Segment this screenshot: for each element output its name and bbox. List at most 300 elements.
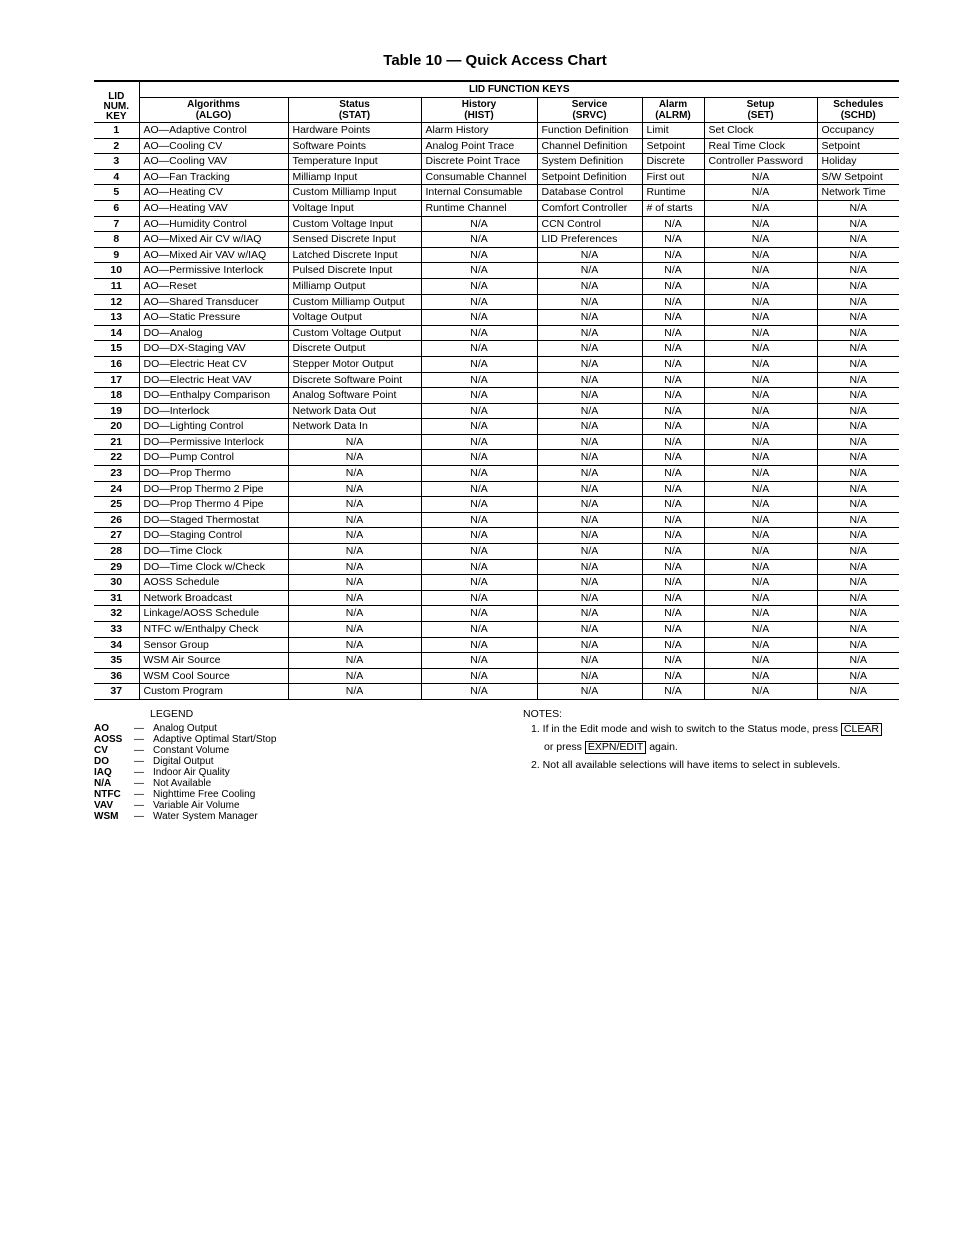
table-cell: N/A — [421, 528, 537, 544]
column-header-name: Schedules — [833, 99, 884, 110]
table-cell: N/A — [642, 278, 704, 294]
table-cell: N/A — [537, 263, 642, 279]
table-cell: N/A — [288, 575, 421, 591]
table-cell: System Definition — [537, 154, 642, 170]
table-cell: Software Points — [288, 138, 421, 154]
table-row — [94, 138, 899, 154]
table-cell: DO—Enthalpy Comparison — [139, 388, 288, 404]
table-cell: DO—Staged Thermostat — [139, 512, 288, 528]
legend-abbreviation: N/A — [94, 778, 112, 789]
table-cell: N/A — [421, 637, 537, 653]
table-cell: N/A — [288, 512, 421, 528]
table-cell: N/A — [817, 653, 899, 669]
table-cell: WSM Air Source — [139, 653, 288, 669]
table-cell: N/A — [537, 356, 642, 372]
lid-key-cell: 14 — [94, 325, 139, 341]
table-cell: N/A — [642, 263, 704, 279]
legend-dash: — — [134, 811, 144, 822]
table-row — [94, 388, 899, 404]
table-cell: N/A — [704, 185, 817, 201]
table-row — [94, 263, 899, 279]
table-cell: Database Control — [537, 185, 642, 201]
legend-meaning: Digital Output — [153, 756, 214, 767]
table-cell: N/A — [704, 434, 817, 450]
legend-dash: — — [134, 734, 144, 745]
table-cell: N/A — [704, 325, 817, 341]
table-cell: DO—Pump Control — [139, 450, 288, 466]
table-cell: N/A — [817, 590, 899, 606]
table-cell: Milliamp Output — [288, 278, 421, 294]
lid-key-cell: 15 — [94, 341, 139, 357]
table-cell: N/A — [288, 684, 421, 700]
table-cell: # of starts — [642, 200, 704, 216]
lid-function-keys-header: LID FUNCTION KEYS — [139, 81, 899, 98]
table-cell: N/A — [288, 544, 421, 560]
table-row — [94, 684, 899, 700]
legend-item — [94, 734, 276, 745]
table-cell: AO—Mixed Air CV w/IAQ — [139, 232, 288, 248]
lid-key-cell: 3 — [94, 154, 139, 170]
table-cell: N/A — [288, 466, 421, 482]
table-cell: DO—Prop Thermo — [139, 466, 288, 482]
table-cell: N/A — [704, 528, 817, 544]
table-cell: N/A — [288, 637, 421, 653]
table-cell: N/A — [537, 544, 642, 560]
lid-key-cell: 6 — [94, 200, 139, 216]
table-cell: AO—Static Pressure — [139, 310, 288, 326]
table-cell: N/A — [537, 512, 642, 528]
table-cell: N/A — [421, 559, 537, 575]
table-cell: N/A — [817, 622, 899, 638]
table-row — [94, 232, 899, 248]
table-cell: NTFC w/Enthalpy Check — [139, 622, 288, 638]
table-cell: N/A — [817, 403, 899, 419]
legend-dash: — — [134, 723, 144, 734]
table-cell: N/A — [704, 481, 817, 497]
table-cell: N/A — [704, 403, 817, 419]
legend-meaning: Not Available — [153, 778, 212, 789]
lid-key-cell: 34 — [94, 637, 139, 653]
table-cell: N/A — [288, 590, 421, 606]
legend-meaning: Water System Manager — [153, 811, 258, 822]
table-cell: N/A — [704, 356, 817, 372]
table-cell: N/A — [642, 653, 704, 669]
column-header-name: Setup — [746, 99, 775, 110]
lid-key-cell: 24 — [94, 481, 139, 497]
table-cell: N/A — [704, 216, 817, 232]
table-cell: N/A — [642, 247, 704, 263]
table-cell: Network Time — [817, 185, 899, 201]
table-cell: Hardware Points — [288, 123, 421, 139]
table-cell: N/A — [817, 372, 899, 388]
table-cell: Stepper Motor Output — [288, 356, 421, 372]
legend-abbreviation: AO — [94, 723, 109, 734]
table-cell: First out — [642, 169, 704, 185]
table-cell: N/A — [537, 325, 642, 341]
table-cell: N/A — [704, 341, 817, 357]
table-cell: N/A — [642, 466, 704, 482]
table-cell: DO—DX-Staging VAV — [139, 341, 288, 357]
table-cell: N/A — [642, 544, 704, 560]
table-cell: Comfort Controller — [537, 200, 642, 216]
lid-key-cell: 33 — [94, 622, 139, 638]
table-row — [94, 356, 899, 372]
table-cell: N/A — [537, 590, 642, 606]
lid-key-cell: 21 — [94, 434, 139, 450]
column-header-code: (SRVC) — [572, 110, 607, 121]
lid-key-cell: 18 — [94, 388, 139, 404]
table-cell: N/A — [421, 684, 537, 700]
legend-meaning: Variable Air Volume — [153, 800, 240, 811]
table-cell: N/A — [421, 622, 537, 638]
table-cell: N/A — [537, 575, 642, 591]
table-cell: N/A — [704, 419, 817, 435]
table-cell: N/A — [817, 637, 899, 653]
table-row — [94, 668, 899, 684]
table-cell: N/A — [537, 622, 642, 638]
table-cell: N/A — [704, 590, 817, 606]
table-row — [94, 372, 899, 388]
table-cell: N/A — [817, 294, 899, 310]
table-row — [94, 450, 899, 466]
lid-key-cell: 37 — [94, 684, 139, 700]
table-cell: N/A — [704, 372, 817, 388]
lid-key-cell: 31 — [94, 590, 139, 606]
table-cell: N/A — [704, 200, 817, 216]
column-header-history — [421, 98, 537, 123]
column-header-code: (SET) — [747, 110, 774, 121]
legend-dash: — — [134, 778, 144, 789]
lid-key-cell: 35 — [94, 653, 139, 669]
table-cell: AOSS Schedule — [139, 575, 288, 591]
table-cell: N/A — [421, 544, 537, 560]
table-row — [94, 590, 899, 606]
table-cell: N/A — [537, 388, 642, 404]
table-cell: Sensed Discrete Input — [288, 232, 421, 248]
table-cell: N/A — [817, 216, 899, 232]
table-cell: Discrete Output — [288, 341, 421, 357]
note-1-text-end: again. — [649, 741, 678, 753]
table-cell: N/A — [704, 388, 817, 404]
lid-key-cell: 10 — [94, 263, 139, 279]
table-cell: N/A — [704, 497, 817, 513]
table-cell: Voltage Output — [288, 310, 421, 326]
legend-abbreviation: IAQ — [94, 767, 112, 778]
table-cell: Sensor Group — [139, 637, 288, 653]
lid-key-cell: 19 — [94, 403, 139, 419]
table-row — [94, 622, 899, 638]
table-cell: N/A — [642, 512, 704, 528]
legend-meaning: Indoor Air Quality — [153, 767, 230, 778]
table-cell: N/A — [817, 232, 899, 248]
lid-key-cell: 22 — [94, 450, 139, 466]
table-cell: N/A — [704, 512, 817, 528]
table-cell: N/A — [817, 247, 899, 263]
table-cell: N/A — [817, 434, 899, 450]
legend-meaning: Constant Volume — [153, 745, 230, 756]
lid-key-cell: 20 — [94, 419, 139, 435]
column-header-code: (ALRM) — [655, 110, 691, 121]
table-cell: N/A — [288, 653, 421, 669]
table-body — [94, 123, 899, 700]
column-header-name: Algorithms — [187, 99, 240, 110]
table-cell: N/A — [537, 450, 642, 466]
table-cell: Controller Password — [704, 154, 817, 170]
column-header-alarm — [642, 98, 704, 123]
table-cell: AO—Fan Tracking — [139, 169, 288, 185]
legend-meaning: Analog Output — [153, 723, 217, 734]
table-cell: N/A — [817, 481, 899, 497]
table-cell: Runtime Channel — [421, 200, 537, 216]
table-cell: N/A — [421, 403, 537, 419]
table-cell: Setpoint — [642, 138, 704, 154]
table-cell: DO—Staging Control — [139, 528, 288, 544]
table-cell: N/A — [537, 559, 642, 575]
lid-key-cell: 29 — [94, 559, 139, 575]
table-cell: N/A — [704, 278, 817, 294]
table-cell: LID Preferences — [537, 232, 642, 248]
table-cell: N/A — [817, 325, 899, 341]
table-cell: N/A — [421, 372, 537, 388]
table-cell: N/A — [642, 325, 704, 341]
table-cell: DO—Electric Heat VAV — [139, 372, 288, 388]
column-header-algorithms — [139, 98, 288, 123]
column-header-code: (SCHD) — [840, 110, 876, 121]
table-cell: AO—Cooling VAV — [139, 154, 288, 170]
table-cell: N/A — [421, 434, 537, 450]
table-cell: N/A — [817, 575, 899, 591]
table-cell: AO—Heating CV — [139, 185, 288, 201]
table-row — [94, 419, 899, 435]
table-cell: N/A — [421, 481, 537, 497]
table-cell: N/A — [704, 653, 817, 669]
lid-key-cell: 8 — [94, 232, 139, 248]
lid-key-cell: 17 — [94, 372, 139, 388]
table-cell: DO—Lighting Control — [139, 419, 288, 435]
column-header-code: (ALGO) — [195, 110, 232, 121]
table-cell: N/A — [817, 310, 899, 326]
table-cell: N/A — [537, 653, 642, 669]
legend-meaning: Nighttime Free Cooling — [153, 789, 256, 800]
legend-item — [94, 756, 276, 767]
table-cell: Channel Definition — [537, 138, 642, 154]
lid-key-cell: 1 — [94, 123, 139, 139]
table-cell: N/A — [421, 263, 537, 279]
table-cell: Occupancy — [817, 123, 899, 139]
table-cell: Network Data Out — [288, 403, 421, 419]
table-cell: N/A — [421, 512, 537, 528]
table-cell: N/A — [704, 668, 817, 684]
table-cell: N/A — [537, 668, 642, 684]
table-row — [94, 559, 899, 575]
table-cell: N/A — [421, 653, 537, 669]
table-cell: N/A — [704, 294, 817, 310]
legend — [94, 708, 276, 822]
table-cell: AO—Reset — [139, 278, 288, 294]
table-cell: Setpoint Definition — [537, 169, 642, 185]
table-row — [94, 606, 899, 622]
quick-access-table — [94, 80, 899, 700]
table-cell: AO—Cooling CV — [139, 138, 288, 154]
column-header-code: (STAT) — [338, 110, 371, 121]
table-cell: N/A — [642, 232, 704, 248]
legend-items — [94, 723, 276, 822]
table-cell: AO—Humidity Control — [139, 216, 288, 232]
column-header-name: Alarm — [658, 99, 688, 110]
table-cell: Custom Voltage Output — [288, 325, 421, 341]
legend-heading: LEGEND — [150, 708, 194, 720]
table-cell: N/A — [421, 247, 537, 263]
table-cell: N/A — [288, 450, 421, 466]
table-cell: Internal Consumable — [421, 185, 537, 201]
table-cell: N/A — [817, 200, 899, 216]
table-row — [94, 185, 899, 201]
table-row — [94, 247, 899, 263]
table-cell: N/A — [704, 263, 817, 279]
table-cell: N/A — [704, 232, 817, 248]
table-cell: N/A — [537, 403, 642, 419]
note-1 — [523, 720, 903, 738]
table-cell: N/A — [288, 497, 421, 513]
table-cell: N/A — [537, 606, 642, 622]
legend-abbreviation: WSM — [94, 811, 119, 822]
table-cell: N/A — [817, 544, 899, 560]
table-cell: N/A — [642, 356, 704, 372]
table-row — [94, 637, 899, 653]
table-row — [94, 294, 899, 310]
table-row — [94, 466, 899, 482]
table-cell: N/A — [642, 637, 704, 653]
table-cell: N/A — [704, 606, 817, 622]
lid-key-cell: 11 — [94, 278, 139, 294]
table-cell: DO—Time Clock w/Check — [139, 559, 288, 575]
table-cell: N/A — [817, 528, 899, 544]
legend-dash: — — [134, 800, 144, 811]
table-cell: N/A — [288, 622, 421, 638]
table-cell: N/A — [537, 528, 642, 544]
table-cell: N/A — [704, 450, 817, 466]
table-cell: Latched Discrete Input — [288, 247, 421, 263]
lid-key-cell: 36 — [94, 668, 139, 684]
table-cell: N/A — [421, 232, 537, 248]
table-row — [94, 216, 899, 232]
table-cell: N/A — [537, 247, 642, 263]
note-1-continued — [523, 738, 903, 756]
table-row — [94, 278, 899, 294]
table-cell: AO—Shared Transducer — [139, 294, 288, 310]
table-cell: N/A — [642, 684, 704, 700]
table-cell: N/A — [642, 497, 704, 513]
table-cell: N/A — [421, 388, 537, 404]
legend-item — [94, 778, 276, 789]
table-cell: N/A — [421, 341, 537, 357]
column-header-name: History — [461, 99, 497, 110]
lid-key-cell: 30 — [94, 575, 139, 591]
table-cell: N/A — [817, 512, 899, 528]
column-header-setup — [704, 98, 817, 123]
column-header-name: Service — [571, 99, 608, 110]
table-cell: Function Definition — [537, 123, 642, 139]
table-cell: N/A — [817, 466, 899, 482]
legend-item — [94, 800, 276, 811]
table-cell: Network Broadcast — [139, 590, 288, 606]
lid-key-cell: 9 — [94, 247, 139, 263]
table-cell: AO—Heating VAV — [139, 200, 288, 216]
table-cell: N/A — [537, 341, 642, 357]
table-cell: Voltage Input — [288, 200, 421, 216]
table-cell: S/W Setpoint — [817, 169, 899, 185]
table-cell: N/A — [817, 606, 899, 622]
table-row — [94, 123, 899, 139]
table-cell: Discrete Point Trace — [421, 154, 537, 170]
table-row — [94, 341, 899, 357]
table-cell: N/A — [704, 169, 817, 185]
table-cell: N/A — [704, 575, 817, 591]
table-cell: N/A — [537, 278, 642, 294]
lid-key-cell: 4 — [94, 169, 139, 185]
legend-item — [94, 767, 276, 778]
lid-key-cell: 13 — [94, 310, 139, 326]
table-cell: N/A — [817, 497, 899, 513]
legend-dash: — — [134, 789, 144, 800]
table-cell: DO—Prop Thermo 2 Pipe — [139, 481, 288, 497]
table-cell: DO—Time Clock — [139, 544, 288, 560]
table-cell: N/A — [421, 606, 537, 622]
table-cell: Consumable Channel — [421, 169, 537, 185]
table-cell: N/A — [537, 497, 642, 513]
table-cell: Runtime — [642, 185, 704, 201]
table-cell: N/A — [704, 466, 817, 482]
column-header-service — [537, 98, 642, 123]
column-header-status — [288, 98, 421, 123]
notes-heading: NOTES: — [523, 708, 563, 720]
legend-abbreviation: NTFC — [94, 789, 121, 800]
table-cell: N/A — [537, 637, 642, 653]
expn-edit-key: EXPN/EDIT — [585, 741, 646, 754]
table-cell: N/A — [817, 263, 899, 279]
lid-key-cell: 16 — [94, 356, 139, 372]
legend-dash: — — [134, 745, 144, 756]
table-cell: N/A — [642, 528, 704, 544]
table-cell: N/A — [817, 419, 899, 435]
table-cell: N/A — [421, 278, 537, 294]
lid-key-cell: 12 — [94, 294, 139, 310]
table-row — [94, 512, 899, 528]
table-row — [94, 325, 899, 341]
column-header-name: Status — [339, 99, 370, 110]
table-cell: N/A — [642, 481, 704, 497]
table-cell: AO—Mixed Air VAV w/IAQ — [139, 247, 288, 263]
table-cell: Real Time Clock — [704, 138, 817, 154]
table-cell: N/A — [421, 575, 537, 591]
table-cell: N/A — [642, 294, 704, 310]
table-cell: Discrete Software Point — [288, 372, 421, 388]
lid-key-cell: 32 — [94, 606, 139, 622]
table-cell: DO—Permissive Interlock — [139, 434, 288, 450]
table-cell: N/A — [421, 590, 537, 606]
table-cell: N/A — [288, 559, 421, 575]
table-cell: N/A — [817, 450, 899, 466]
page-title: Table 10 — Quick Access Chart — [383, 52, 607, 69]
table-cell: N/A — [421, 356, 537, 372]
table-cell: N/A — [817, 341, 899, 357]
table-cell: Custom Program — [139, 684, 288, 700]
table-cell: N/A — [537, 372, 642, 388]
table-cell: Milliamp Input — [288, 169, 421, 185]
table-cell: N/A — [421, 216, 537, 232]
table-cell: Network Data In — [288, 419, 421, 435]
table-cell: Analog Software Point — [288, 388, 421, 404]
